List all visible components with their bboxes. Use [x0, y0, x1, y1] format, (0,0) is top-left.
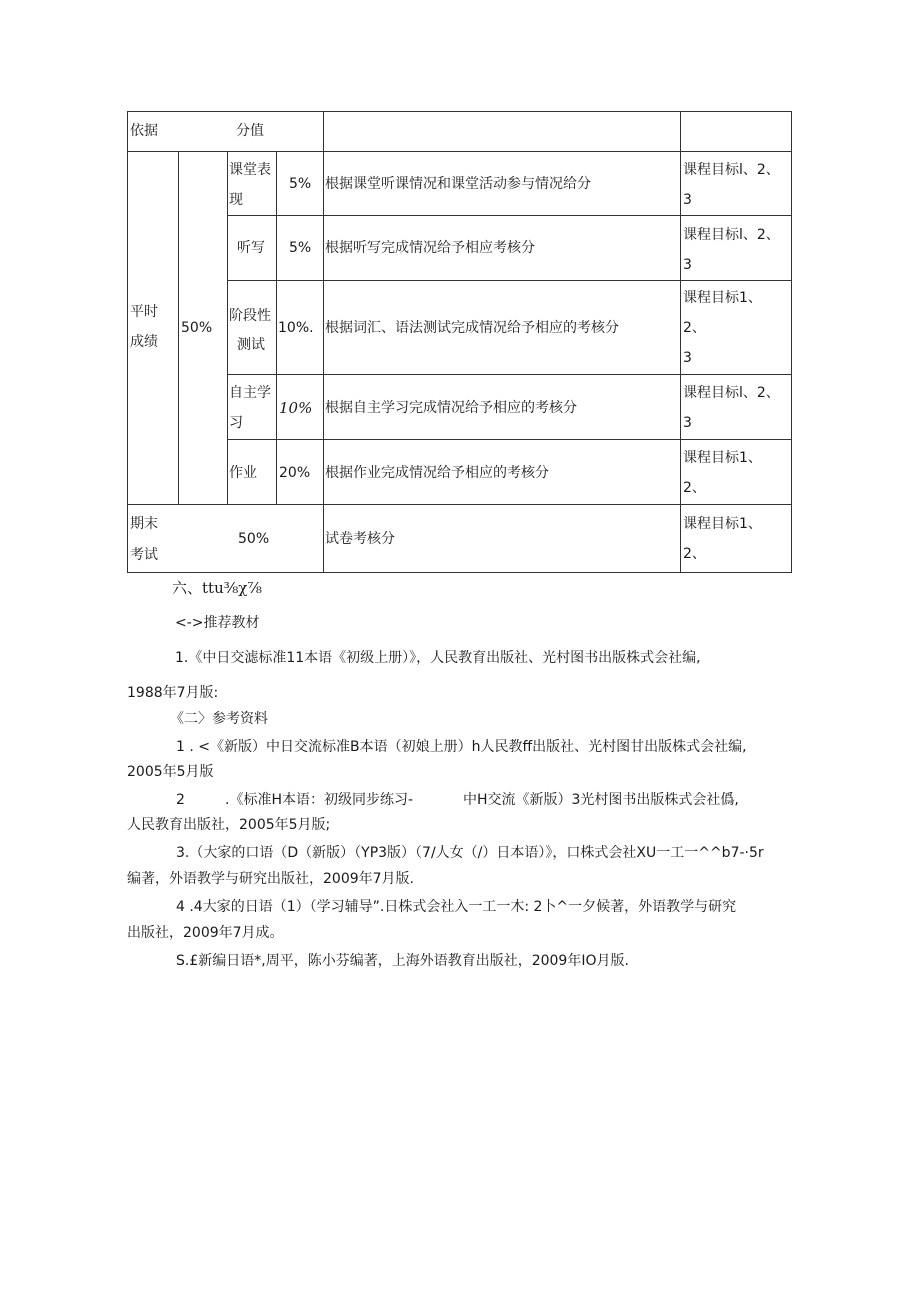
references-title: 《二〉参考资料	[170, 711, 268, 727]
row5-item-l1: 作业	[229, 465, 257, 481]
row3-pct: 10%.	[278, 320, 314, 336]
row1-pct: 5%	[289, 176, 312, 192]
reference-2-line1: .《标准H本语：初级同步练习-	[225, 792, 414, 808]
final-label-line1: 期末	[130, 516, 158, 532]
reference-3-line1: 3.（大家的口语（D（新版）（YP3版）（7/人女（/）日本语）》，口株式会社XU一工一^^b7-·5r	[176, 845, 764, 861]
final-label-line2: 考试	[130, 547, 158, 563]
reference-5: S.£新编日语*,周平，陈小芬编著，上海外语教育出版社，2009年IO月版.	[176, 953, 629, 969]
final-goal-l2: 2、	[683, 546, 706, 562]
row2-goal-l2: 3	[683, 257, 692, 273]
row5-desc: 根据作业完成情况给予相应的考核分	[325, 465, 549, 481]
row1-goal-l1: 课程目标l、2、	[683, 162, 780, 178]
row3-goal-l3: 3	[683, 350, 692, 366]
reference-2-line2: 人民教育出版社，2005年5月版;	[127, 817, 331, 833]
final-goal-l1: 课程目标1、	[683, 516, 762, 532]
section-heading	[172, 578, 262, 598]
header-score: 分值	[236, 123, 264, 139]
row3-goal-l1: 课程目标1、	[683, 290, 762, 306]
row1-goal-l2: 3	[683, 192, 692, 208]
table-border-bottom	[127, 572, 792, 573]
table-border-top	[127, 111, 792, 112]
row4-goal-l2: 3	[683, 415, 692, 431]
row3-goal-l2: 2、	[683, 320, 706, 336]
row3-item-l2: 测试	[237, 337, 265, 353]
section-heading-rest: ttu⅜χ⅞	[202, 579, 262, 597]
reference-2-line1b: 中H交流《新版）3光村图书出版株式会社僞,	[463, 792, 739, 808]
regular-label-line2: 成绩	[130, 334, 158, 350]
col-divider	[227, 151, 228, 504]
row5-pct: 20%	[279, 465, 311, 481]
row-divider	[227, 280, 792, 281]
reference-4-line1: 4 .4大家的日语（1）（学习辅导”.日株式会社入一工一木: 2卜^一夕候著，外语教学与研究	[176, 899, 737, 915]
reference-1-line1: 1 . <《新版）中日交流标准B本语（初娘上册）h人民教ff出版社、光村图甘出版株式会社编,	[176, 739, 747, 755]
section-heading-prefix: 六、	[172, 579, 203, 597]
row3-item-l1: 阶段性	[229, 308, 271, 324]
reference-4-line2: 出版社，2009年7月成。	[127, 925, 284, 941]
col-divider	[178, 151, 179, 504]
row4-pct: 10%	[279, 399, 313, 417]
row5-goal-l1: 课程目标1、	[683, 450, 762, 466]
row-divider	[227, 439, 792, 440]
row2-desc: 根据听写完成情况给予相应考核分	[325, 240, 535, 256]
col-divider	[276, 151, 277, 504]
table-border-left	[127, 111, 128, 573]
row1-desc: 根据课堂听课情况和课堂活动参与情况给分	[325, 176, 591, 192]
row3-desc: 根据词汇、语法测试完成情况给予相应的考核分	[325, 320, 619, 336]
textbook-1-line1: 1.《中日交滤标准11本语《初级上册）》，人民教育出版社、光村图书出版株式会社编,	[175, 650, 701, 666]
reference-3-line2: 编著，外语教学与研究出版社，2009年7月版.	[127, 871, 414, 887]
row-divider	[127, 504, 792, 505]
row-divider	[227, 215, 792, 216]
row4-goal-l1: 课程目标l、2、	[683, 385, 780, 401]
row2-pct: 5%	[289, 240, 312, 256]
row4-desc: 根据自主学习完成情况给予相应的考核分	[325, 400, 577, 416]
final-desc: 试卷考核分	[325, 531, 395, 547]
header-basis: 依据	[130, 123, 158, 139]
textbook-title: <->推荐教材	[175, 615, 260, 631]
row2-item-l1: 听写	[237, 240, 265, 256]
row2-goal-l1: 课程目标l、2、	[683, 227, 780, 243]
table-border-right	[791, 111, 792, 573]
reference-1-line2: 2005年5月版	[127, 764, 214, 780]
row4-item-l1: 自主学	[229, 385, 271, 401]
textbook-1-line2: 1988年7月版:	[127, 685, 219, 701]
row1-item-l1: 课堂表	[229, 162, 271, 178]
col-divider	[323, 111, 324, 573]
regular-total: 50%	[181, 320, 213, 336]
row-divider	[227, 374, 792, 375]
regular-label-line1: 平时	[130, 304, 158, 320]
row5-goal-l2: 2、	[683, 480, 706, 496]
row4-item-l2: 习	[229, 415, 243, 431]
final-pct: 50%	[238, 531, 270, 547]
col-divider	[680, 111, 681, 573]
row1-item-l2: 现	[229, 192, 243, 208]
reference-2-number: 2	[176, 792, 185, 808]
